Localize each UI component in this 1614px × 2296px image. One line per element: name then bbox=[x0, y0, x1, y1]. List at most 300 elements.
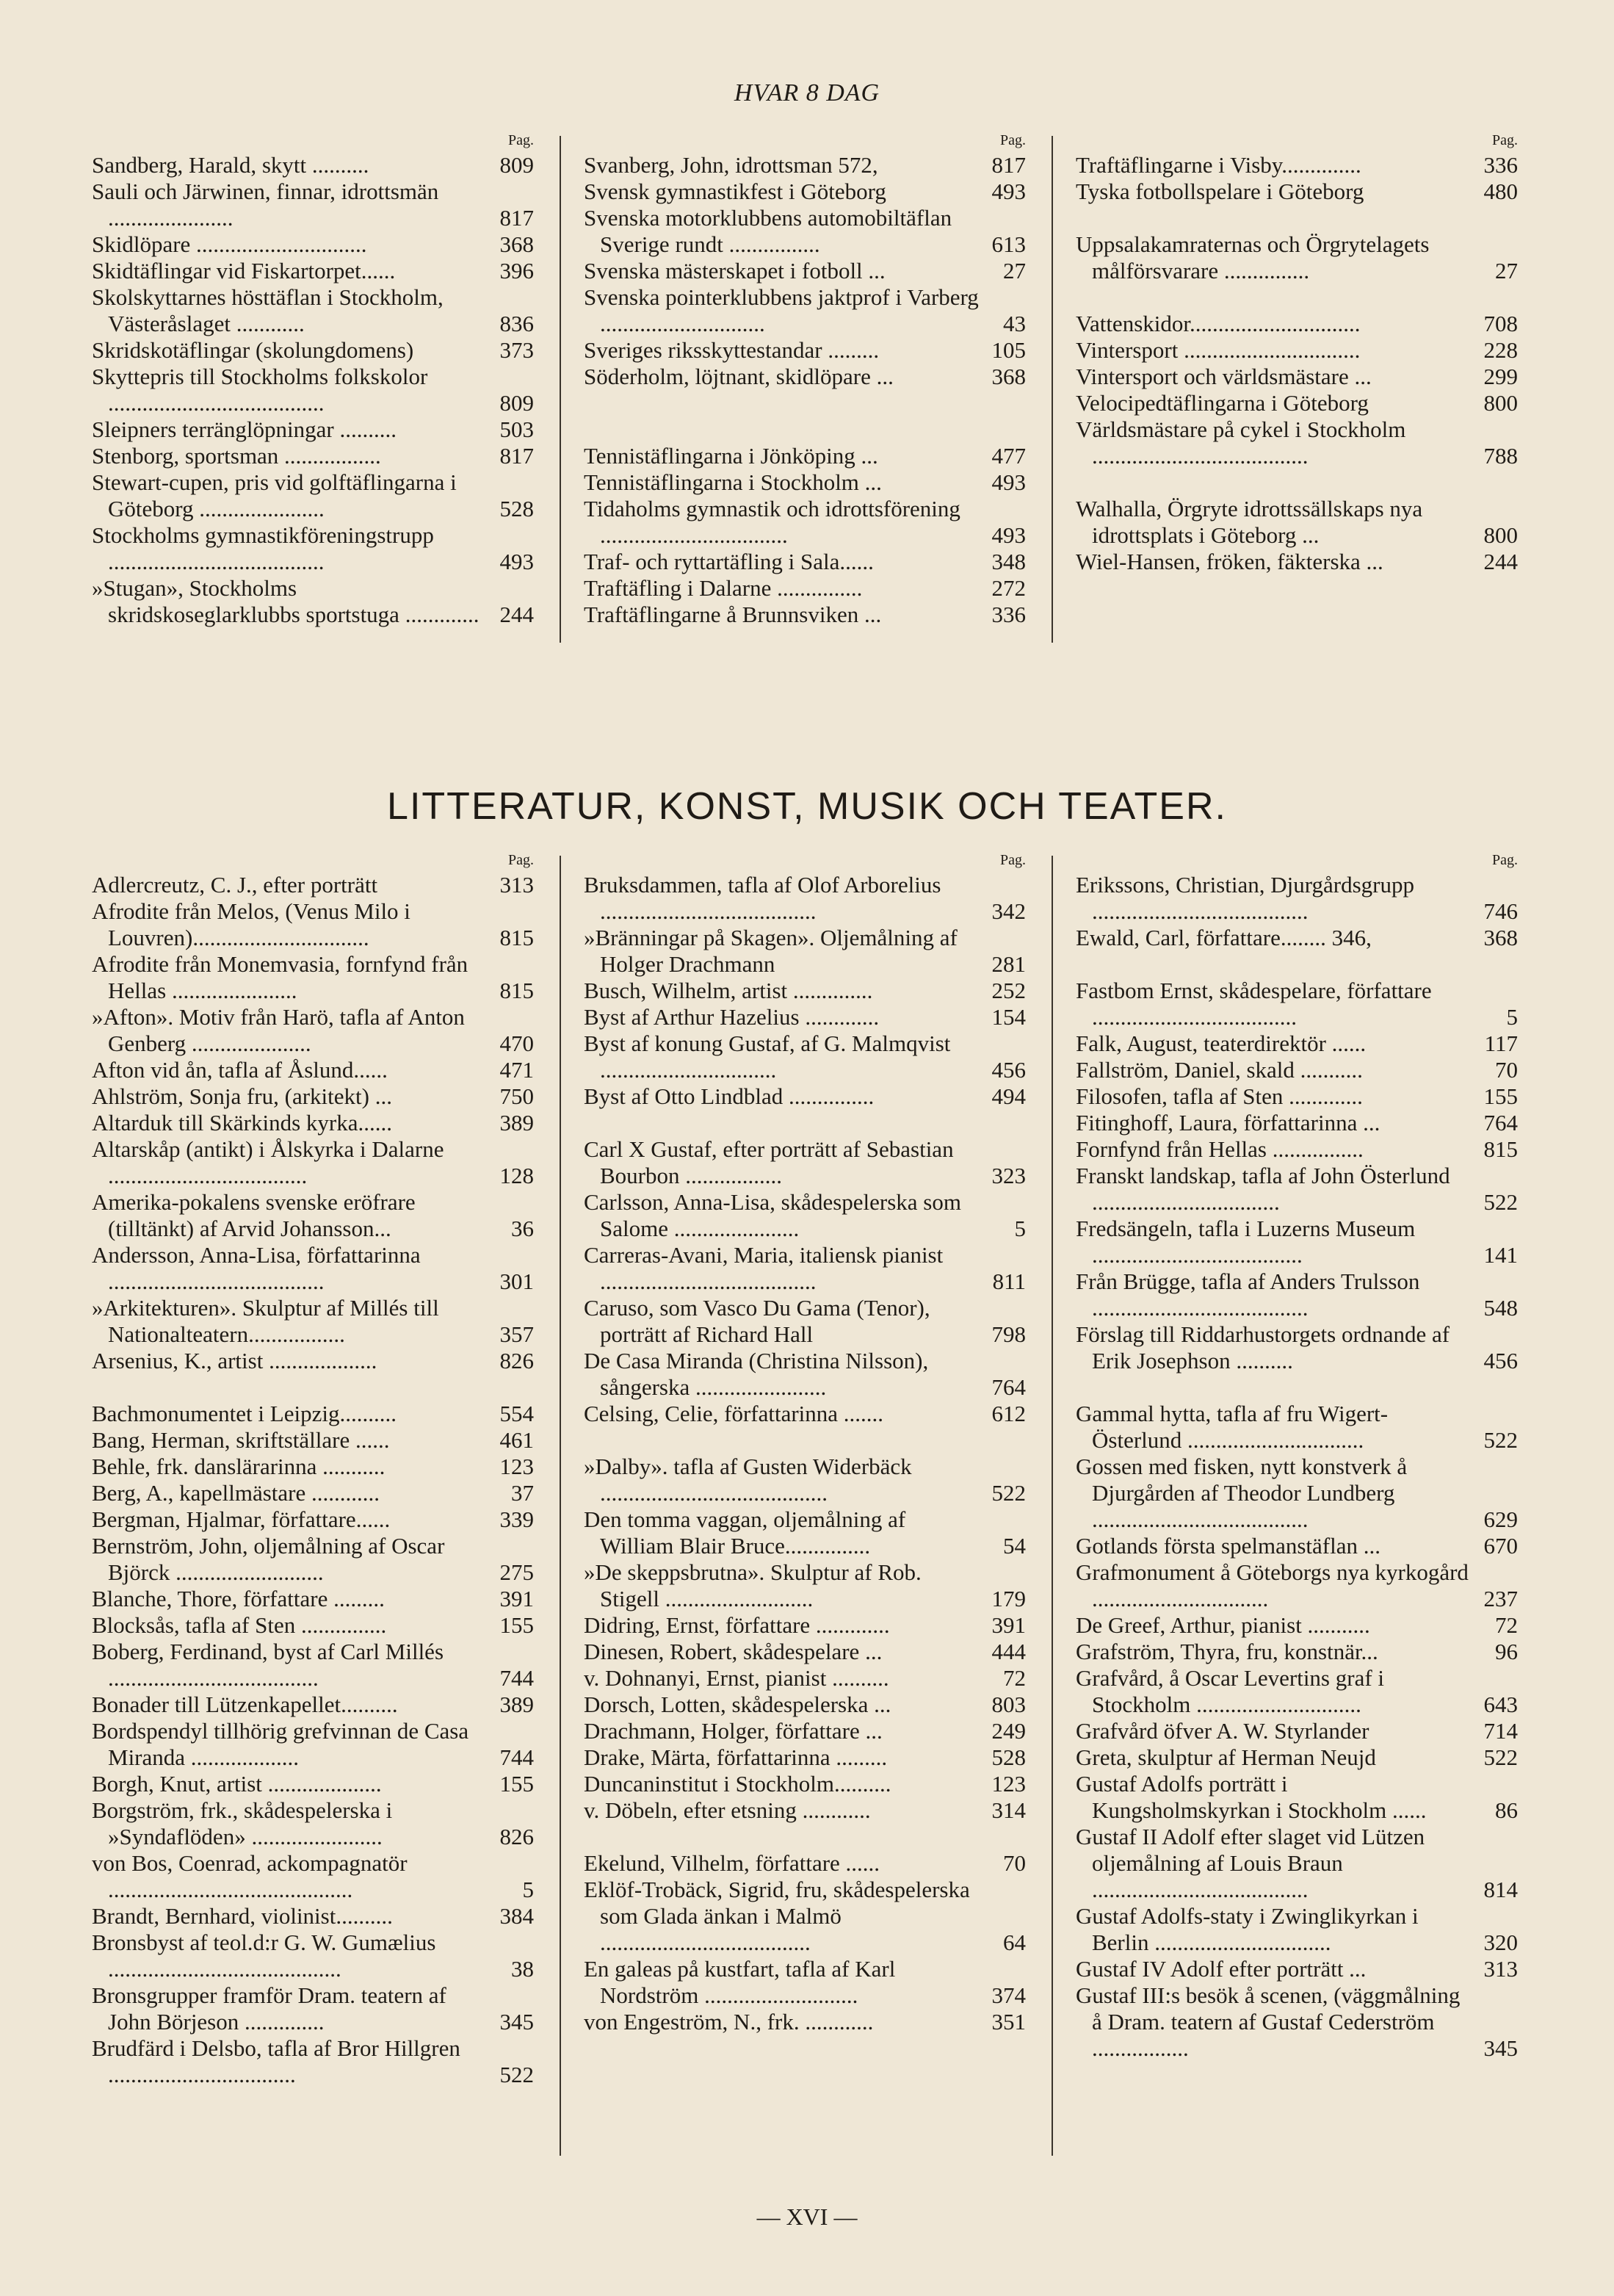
spacer bbox=[1076, 205, 1518, 231]
index-entry bbox=[1076, 1454, 1518, 1533]
entry-text: Svensk gymnastikfest i Göteborg bbox=[584, 178, 886, 204]
entry-page-number: 27 bbox=[1495, 258, 1518, 284]
entry-page-number: 342 bbox=[991, 898, 1026, 924]
entry-text: Traftäfling i Dalarne ............... bbox=[584, 575, 863, 601]
entry-page-number: 809 bbox=[499, 152, 534, 178]
entry-text: Skidlöpare .............................. bbox=[92, 231, 367, 257]
index-entry bbox=[584, 496, 1026, 549]
entry-text: Byst af Arthur Hazelius ............. bbox=[584, 1004, 880, 1030]
entry-text: Uppsalakamraternas och Örgrytelagets målförsvarare ............... bbox=[1076, 231, 1430, 284]
entry-page-number: 96 bbox=[1495, 1639, 1518, 1664]
entry-page-number: 817 bbox=[991, 152, 1026, 178]
index-entry bbox=[1076, 1612, 1518, 1639]
index-entry bbox=[1076, 1718, 1518, 1744]
entry-text: Duncaninstitut i Stockholm.......... bbox=[584, 1771, 891, 1797]
index-entry bbox=[1076, 337, 1518, 364]
entry-page-number: 714 bbox=[1483, 1718, 1518, 1744]
index-entry bbox=[584, 549, 1026, 575]
entry-page-number: 384 bbox=[499, 1903, 534, 1929]
entry-page-number: 471 bbox=[499, 1057, 534, 1083]
index-column bbox=[1076, 848, 1518, 2192]
entry-text: Dinesen, Robert, skådespelare ... bbox=[584, 1639, 883, 1664]
spacer bbox=[584, 1110, 1026, 1136]
entry-text: Sleipners terränglöpningar .......... bbox=[92, 416, 397, 442]
entry-page-number: 391 bbox=[499, 1586, 534, 1611]
index-entry bbox=[92, 1110, 534, 1136]
entry-text: Gustaf Adolfs-staty i Zwinglikyrkan i Berlin ............................... bbox=[1076, 1903, 1419, 1955]
entry-page-number: 37 bbox=[511, 1480, 534, 1506]
entry-page-number: 461 bbox=[499, 1427, 534, 1453]
entry-text: v. Döbeln, efter etsning ............ bbox=[584, 1797, 871, 1823]
index-entry bbox=[92, 416, 534, 443]
index-entry bbox=[92, 364, 534, 416]
index-entry bbox=[584, 1797, 1026, 1824]
entry-page-number: 5 bbox=[522, 1877, 534, 1902]
entry-page-number: 809 bbox=[499, 390, 534, 416]
entry-text: Ewald, Carl, författare........ 346, bbox=[1076, 925, 1372, 950]
entry-page-number: 43 bbox=[1003, 311, 1026, 336]
entry-page-number: 788 bbox=[1483, 443, 1518, 469]
entry-text: Gammal hytta, tafla af fru Wigert-Österlund ............................... bbox=[1076, 1401, 1389, 1453]
entry-text: »Bränningar på Skagen». Oljemålning af Holger Drachmann bbox=[584, 925, 958, 977]
index-entry bbox=[1076, 1401, 1518, 1454]
entry-page-number: 815 bbox=[499, 978, 534, 1003]
entry-text: Bergman, Hjalmar, författare...... bbox=[92, 1506, 391, 1532]
entry-page-number: 494 bbox=[991, 1083, 1026, 1109]
index-entry bbox=[584, 575, 1026, 602]
index-entry bbox=[92, 1982, 534, 2035]
index-entry bbox=[92, 469, 534, 522]
spacer bbox=[584, 390, 1026, 416]
index-entry bbox=[584, 152, 1026, 178]
entry-page-number: 72 bbox=[1003, 1665, 1026, 1691]
index-entry bbox=[584, 1665, 1026, 1692]
entry-page-number: 368 bbox=[1483, 925, 1518, 950]
entry-text: Arsenius, K., artist ................... bbox=[92, 1348, 377, 1373]
column-divider bbox=[560, 856, 561, 2156]
index-entry bbox=[1076, 1136, 1518, 1163]
spacer bbox=[1076, 1374, 1518, 1401]
entry-text: Gustaf IV Adolf efter porträtt ... bbox=[1076, 1956, 1367, 1982]
entry-page-number: 391 bbox=[991, 1612, 1026, 1638]
entry-text: Amerika-pokalens svenske eröfrare (tilltänkt) af Arvid Johansson... bbox=[92, 1189, 416, 1241]
entry-text: Didring, Ernst, författare ............. bbox=[584, 1612, 890, 1638]
sports-index-section bbox=[81, 129, 1542, 643]
entry-page-number: 480 bbox=[1483, 178, 1518, 204]
index-column bbox=[92, 848, 534, 2192]
entry-text: Stewart-cupen, pris vid golftäflingarna i Göteborg ...................... bbox=[92, 469, 457, 521]
index-entry bbox=[1076, 1559, 1518, 1612]
entry-page-number: 155 bbox=[499, 1771, 534, 1797]
entry-page-number: 155 bbox=[499, 1612, 534, 1638]
entry-text: Grafvård, å Oscar Levertins graf i Stockholm ............................. bbox=[1076, 1665, 1385, 1717]
index-entry bbox=[584, 925, 1026, 978]
entry-page-number: 54 bbox=[1003, 1533, 1026, 1559]
entry-text: Sauli och Järwinen, finnar, idrottsmän ...................... bbox=[92, 178, 439, 231]
index-entry bbox=[584, 1136, 1026, 1189]
entry-page-number: 64 bbox=[1003, 1929, 1026, 1955]
entry-page-number: 275 bbox=[499, 1559, 534, 1585]
entry-text: von Bos, Coenrad, ackompagnatör ........................................... bbox=[92, 1850, 408, 1902]
entry-page-number: 817 bbox=[499, 205, 534, 231]
entry-text: Bronsbyst af teol.d:r G. W. Gumælius ......................................... bbox=[92, 1929, 436, 1982]
entry-text: Gotlands första spelmanstäflan ... bbox=[1076, 1533, 1380, 1559]
entry-text: Behle, frk. danslärarinna ........... bbox=[92, 1454, 386, 1479]
entry-page-number: 522 bbox=[1483, 1744, 1518, 1770]
entry-text: Vintersport ............................... bbox=[1076, 337, 1361, 363]
entry-text: Carlsson, Anna-Lisa, skådespelerska som Salome ...................... bbox=[584, 1189, 961, 1241]
entry-page-number: 244 bbox=[1483, 549, 1518, 574]
index-entry bbox=[1076, 1824, 1518, 1903]
entry-text: Sveriges riksskyttestandar ......... bbox=[584, 337, 880, 363]
entry-text: Världsmästare på cykel i Stockholm ...................................... bbox=[1076, 416, 1406, 469]
entry-text: Gustaf Adolfs porträtt i Kungsholmskyrkan i Stockholm ...... bbox=[1076, 1771, 1427, 1823]
index-entry bbox=[584, 1956, 1026, 2009]
entry-page-number: 323 bbox=[991, 1163, 1026, 1188]
index-entry bbox=[92, 337, 534, 364]
entry-page-number: 815 bbox=[1483, 1136, 1518, 1162]
entry-page-number: 123 bbox=[499, 1454, 534, 1479]
entry-text: Celsing, Celie, författarinna ....... bbox=[584, 1401, 884, 1426]
entry-text: Tennistäflingarna i Stockholm ... bbox=[584, 469, 882, 495]
index-column bbox=[584, 129, 1026, 643]
index-entry bbox=[584, 1877, 1026, 1956]
entry-text: v. Dohnanyi, Ernst, pianist .......... bbox=[584, 1665, 889, 1691]
entry-page-number: 237 bbox=[1483, 1586, 1518, 1611]
entry-text: »Arkitekturen». Skulptur af Millés till Nationalteatern................. bbox=[92, 1295, 439, 1347]
entry-text: Gossen med fisken, nytt konstverk å Djurgården af Theodor Lundberg ...................................... bbox=[1076, 1454, 1408, 1532]
pag-label: Pag. bbox=[1000, 852, 1026, 868]
entry-page-number: 493 bbox=[991, 469, 1026, 495]
index-entry bbox=[1076, 1665, 1518, 1718]
entry-page-number: 708 bbox=[1483, 311, 1518, 336]
index-entry bbox=[92, 1903, 534, 1929]
entry-text: Andersson, Anna-Lisa, författarinna ...................................... bbox=[92, 1242, 421, 1294]
entry-page-number: 5 bbox=[1014, 1216, 1026, 1241]
entry-text: Söderholm, löjtnant, skidlöpare ... bbox=[584, 364, 894, 389]
entry-page-number: 643 bbox=[1483, 1692, 1518, 1717]
index-entry bbox=[1076, 1903, 1518, 1956]
entry-text: Grafström, Thyra, fru, konstnär... bbox=[1076, 1639, 1378, 1664]
entry-page-number: 493 bbox=[991, 522, 1026, 548]
entry-text: Erikssons, Christian, Djurgårdsgrupp ...................................... bbox=[1076, 872, 1414, 924]
entry-page-number: 179 bbox=[991, 1586, 1026, 1611]
entry-page-number: 522 bbox=[1483, 1189, 1518, 1215]
index-entry bbox=[92, 1242, 534, 1295]
entry-text: Busch, Wilhelm, artist .............. bbox=[584, 978, 873, 1003]
entry-text: Ahlström, Sonja fru, (arkitekt) ... bbox=[92, 1083, 392, 1109]
index-entry bbox=[584, 443, 1026, 469]
entry-text: Borgström, frk., skådespelerska i »Syndaflöden» ....................... bbox=[92, 1797, 393, 1849]
entry-page-number: 320 bbox=[1483, 1929, 1518, 1955]
index-entry bbox=[584, 1559, 1026, 1612]
page-number: — XVI — bbox=[756, 2203, 858, 2230]
entry-page-number: 70 bbox=[1003, 1850, 1026, 1876]
entry-text: Fallström, Daniel, skald ........... bbox=[1076, 1057, 1363, 1083]
index-entry bbox=[584, 364, 1026, 390]
index-entry bbox=[584, 1242, 1026, 1295]
entry-page-number: 836 bbox=[499, 311, 534, 336]
spacer bbox=[584, 1427, 1026, 1454]
index-entry bbox=[92, 1771, 534, 1797]
index-entry bbox=[1076, 549, 1518, 575]
entry-page-number: 396 bbox=[499, 258, 534, 284]
index-entry bbox=[92, 1295, 534, 1348]
entry-text: Från Brügge, tafla af Anders Trulsson ...................................... bbox=[1076, 1268, 1420, 1321]
entry-text: Afrodite från Monemvasia, fornfynd från Hellas ...................... bbox=[92, 951, 468, 1003]
entry-page-number: 612 bbox=[991, 1401, 1026, 1426]
index-entry bbox=[1076, 496, 1518, 549]
entry-page-number: 826 bbox=[499, 1348, 534, 1373]
entry-page-number: 123 bbox=[991, 1771, 1026, 1797]
entry-page-number: 548 bbox=[1483, 1295, 1518, 1321]
entry-text: Boberg, Ferdinand, byst af Carl Millés ..................................... bbox=[92, 1639, 444, 1691]
index-entry bbox=[92, 522, 534, 575]
index-entry bbox=[1076, 1956, 1518, 1982]
entry-page-number: 503 bbox=[499, 416, 534, 442]
entry-text: Gustaf II Adolf efter slaget vid Lützen oljemålning af Louis Braun ...................................... bbox=[1076, 1824, 1425, 1902]
spacer bbox=[1076, 284, 1518, 311]
pag-label: Pag. bbox=[1492, 852, 1518, 868]
entry-text: De Greef, Arthur, pianist ........... bbox=[1076, 1612, 1370, 1638]
entry-text: Berg, A., kapellmästare ............ bbox=[92, 1480, 380, 1506]
index-entry bbox=[92, 258, 534, 284]
entry-text: Dorsch, Lotten, skådespelerska ... bbox=[584, 1692, 891, 1717]
index-entry bbox=[584, 872, 1026, 925]
index-entry bbox=[1076, 364, 1518, 390]
index-entry bbox=[584, 1771, 1026, 1797]
index-entry bbox=[92, 1348, 534, 1374]
index-entry bbox=[92, 1506, 534, 1533]
index-entry bbox=[92, 1586, 534, 1612]
index-entry bbox=[92, 2035, 534, 2088]
spacer bbox=[1076, 469, 1518, 496]
entry-text: De Casa Miranda (Christina Nilsson), sångerska ....................... bbox=[584, 1348, 929, 1400]
entry-page-number: 313 bbox=[1483, 1956, 1518, 1982]
section-title: LITTERATUR, KONST, MUSIK OCH TEATER. bbox=[387, 785, 1227, 828]
pag-label: Pag. bbox=[508, 132, 534, 148]
index-entry bbox=[584, 1612, 1026, 1639]
index-entry bbox=[92, 178, 534, 231]
entry-text: Grafmonument å Göteborgs nya kyrkogård ............................... bbox=[1076, 1559, 1469, 1611]
entry-text: Afrodite från Melos, (Venus Milo i Louvren)............................... bbox=[92, 898, 410, 950]
index-entry bbox=[1076, 231, 1518, 284]
entry-page-number: 368 bbox=[991, 364, 1026, 389]
index-entry bbox=[92, 1929, 534, 1982]
index-entry bbox=[1076, 311, 1518, 337]
spacer bbox=[92, 1374, 534, 1401]
entry-page-number: 522 bbox=[1483, 1427, 1518, 1453]
index-column bbox=[1076, 129, 1518, 643]
entry-page-number: 528 bbox=[991, 1744, 1026, 1770]
entry-page-number: 301 bbox=[499, 1268, 534, 1294]
entry-text: Bernström, John, oljemålning af Oscar Björck .......................... bbox=[92, 1533, 445, 1585]
entry-text: Brudfärd i Delsbo, tafla af Bror Hillgren ................................. bbox=[92, 2035, 460, 2087]
index-entry bbox=[1076, 1639, 1518, 1665]
index-entry bbox=[584, 205, 1026, 258]
entry-page-number: 764 bbox=[1483, 1110, 1518, 1136]
index-entry bbox=[92, 1427, 534, 1454]
index-entry bbox=[92, 1401, 534, 1427]
entry-text: Traftäflingarne å Brunnsviken ... bbox=[584, 602, 882, 627]
entry-text: Svenska pointerklubbens jaktprof i Varberg ............................. bbox=[584, 284, 979, 336]
entry-page-number: 336 bbox=[1483, 152, 1518, 178]
entry-text: Filosofen, tafla af Sten ............. bbox=[1076, 1083, 1363, 1109]
index-entry bbox=[584, 469, 1026, 496]
entry-text: Byst af Otto Lindblad ............... bbox=[584, 1083, 875, 1109]
index-entry bbox=[584, 1004, 1026, 1030]
entry-text: Falk, August, teaterdirektör ...... bbox=[1076, 1030, 1367, 1056]
index-entry bbox=[584, 1506, 1026, 1559]
index-entry bbox=[584, 602, 1026, 628]
index-entry bbox=[1076, 1268, 1518, 1321]
index-entry bbox=[584, 978, 1026, 1004]
entry-page-number: 826 bbox=[499, 1824, 534, 1849]
entry-page-number: 299 bbox=[1483, 364, 1518, 389]
index-entry bbox=[92, 575, 534, 628]
entry-text: Fitinghoff, Laura, författarinna ... bbox=[1076, 1110, 1380, 1136]
entry-text: Grafvård öfver A. W. Styrlander bbox=[1076, 1718, 1369, 1744]
entry-page-number: 798 bbox=[991, 1321, 1026, 1347]
index-entry bbox=[1076, 1083, 1518, 1110]
entry-page-number: 814 bbox=[1483, 1877, 1518, 1902]
index-entry bbox=[1076, 1982, 1518, 2062]
entry-text: Bronsgrupper framför Dram. teatern af John Börjeson .............. bbox=[92, 1982, 446, 2035]
entry-text: Traf- och ryttartäfling i Sala...... bbox=[584, 549, 874, 574]
entry-text: Fastbom Ernst, skådespelare, författare .................................... bbox=[1076, 978, 1432, 1030]
index-entry bbox=[92, 1639, 534, 1692]
entry-page-number: 228 bbox=[1483, 337, 1518, 363]
entry-text: En galeas på kustfart, tafla af Karl Nordström ........................... bbox=[584, 1956, 896, 2008]
index-entry bbox=[92, 1136, 534, 1189]
spacer bbox=[584, 416, 1026, 443]
index-entry bbox=[1076, 1163, 1518, 1216]
pag-label: Pag. bbox=[1492, 132, 1518, 148]
index-entry bbox=[92, 1057, 534, 1083]
entry-page-number: 72 bbox=[1495, 1612, 1518, 1638]
entry-page-number: 800 bbox=[1483, 390, 1518, 416]
index-entry bbox=[1076, 1321, 1518, 1374]
entry-text: Bonader till Lützenkapellet.......... bbox=[92, 1692, 398, 1717]
entry-page-number: 764 bbox=[991, 1374, 1026, 1400]
index-entry bbox=[584, 1454, 1026, 1506]
entry-text: Vattenskidor.............................. bbox=[1076, 311, 1361, 336]
entry-page-number: 522 bbox=[991, 1480, 1026, 1506]
index-entry bbox=[584, 1083, 1026, 1110]
entry-page-number: 252 bbox=[991, 978, 1026, 1003]
index-entry bbox=[92, 1454, 534, 1480]
index-entry bbox=[1076, 1216, 1518, 1268]
index-entry bbox=[92, 1692, 534, 1718]
entry-text: Tyska fotbollspelare i Göteborg bbox=[1076, 178, 1364, 204]
entry-page-number: 389 bbox=[499, 1692, 534, 1717]
index-entry bbox=[584, 1692, 1026, 1718]
index-entry bbox=[1076, 872, 1518, 925]
index-entry bbox=[92, 898, 534, 951]
entry-text: Svenska mästerskapet i fotboll ... bbox=[584, 258, 886, 284]
entry-page-number: 456 bbox=[1483, 1348, 1518, 1373]
entry-text: Vintersport och världsmästare ... bbox=[1076, 364, 1372, 389]
index-entry bbox=[92, 1612, 534, 1639]
entry-page-number: 444 bbox=[991, 1639, 1026, 1664]
entry-text: Bordspendyl tillhörig grefvinnan de Casa Miranda ................... bbox=[92, 1718, 469, 1770]
entry-page-number: 750 bbox=[499, 1083, 534, 1109]
entry-text: Carl X Gustaf, efter porträtt af Sebastian Bourbon ................. bbox=[584, 1136, 954, 1188]
entry-page-number: 670 bbox=[1483, 1533, 1518, 1559]
entry-text: Tidaholms gymnastik och idrottsförening ................................. bbox=[584, 496, 960, 548]
entry-text: Borgh, Knut, artist .................... bbox=[92, 1771, 382, 1797]
column-divider bbox=[560, 136, 561, 643]
index-entry bbox=[92, 951, 534, 1004]
index-entry bbox=[92, 231, 534, 258]
index-entry bbox=[92, 1480, 534, 1506]
index-entry bbox=[584, 337, 1026, 364]
index-entry bbox=[584, 258, 1026, 284]
entry-page-number: 746 bbox=[1483, 898, 1518, 924]
entry-text: Fredsängeln, tafla i Luzerns Museum ..................................... bbox=[1076, 1216, 1416, 1268]
entry-text: »Afton». Motiv från Harö, tafla af Anton Genberg ..................... bbox=[92, 1004, 465, 1056]
index-entry bbox=[1076, 1030, 1518, 1057]
entry-text: Stockholms gymnastikföreningstrupp ...................................... bbox=[92, 522, 434, 574]
entry-page-number: 374 bbox=[991, 1982, 1026, 2008]
entry-page-number: 528 bbox=[499, 496, 534, 521]
entry-page-number: 744 bbox=[499, 1665, 534, 1691]
index-entry bbox=[584, 284, 1026, 337]
index-entry bbox=[1076, 925, 1518, 951]
index-entry bbox=[1076, 178, 1518, 205]
entry-page-number: 313 bbox=[499, 872, 534, 898]
entry-text: Wiel-Hansen, fröken, fäkterska ... bbox=[1076, 549, 1383, 574]
index-entry bbox=[1076, 1110, 1518, 1136]
entry-page-number: 38 bbox=[511, 1956, 534, 1982]
entry-text: Eklöf-Trobäck, Sigrid, fru, skådespelerska som Glada änkan i Malmö ..................................... bbox=[584, 1877, 970, 1955]
entry-page-number: 629 bbox=[1483, 1506, 1518, 1532]
entry-page-number: 128 bbox=[499, 1163, 534, 1188]
entry-page-number: 105 bbox=[991, 337, 1026, 363]
entry-page-number: 249 bbox=[991, 1718, 1026, 1744]
column-divider bbox=[1052, 136, 1053, 643]
index-entry bbox=[1076, 1744, 1518, 1771]
entry-text: Skyttepris till Stockholms folkskolor ...................................... bbox=[92, 364, 428, 416]
entry-text: Skridskotäflingar (skolungdomens) bbox=[92, 337, 414, 363]
entry-text: Bachmonumentet i Leipzig.......... bbox=[92, 1401, 397, 1426]
index-entry bbox=[584, 1348, 1026, 1401]
index-entry bbox=[584, 1744, 1026, 1771]
entry-page-number: 244 bbox=[499, 602, 534, 627]
index-entry bbox=[92, 152, 534, 178]
index-entry bbox=[584, 1718, 1026, 1744]
entry-text: Caruso, som Vasco Du Gama (Tenor), porträtt af Richard Hall bbox=[584, 1295, 930, 1347]
entry-text: Tennistäflingarna i Jönköping ... bbox=[584, 443, 878, 469]
entry-text: Walhalla, Örgryte idrottssällskaps nya idrottsplats i Göteborg ... bbox=[1076, 496, 1423, 548]
entry-page-number: 811 bbox=[992, 1268, 1026, 1294]
entry-page-number: 744 bbox=[499, 1744, 534, 1770]
entry-page-number: 456 bbox=[991, 1057, 1026, 1083]
entry-text: Ekelund, Vilhelm, författare ...... bbox=[584, 1850, 880, 1876]
entry-page-number: 351 bbox=[991, 2009, 1026, 2035]
entry-page-number: 493 bbox=[499, 549, 534, 574]
index-column bbox=[584, 848, 1026, 2192]
entry-text: Greta, skulptur af Herman Neujd bbox=[1076, 1744, 1376, 1770]
entry-page-number: 345 bbox=[499, 2009, 534, 2035]
entry-text: »De skeppsbrutna». Skulptur af Rob. Stigell .......................... bbox=[584, 1559, 922, 1611]
index-entry bbox=[92, 1083, 534, 1110]
index-entry bbox=[92, 1533, 534, 1586]
index-entry bbox=[92, 1004, 534, 1057]
index-entry bbox=[92, 1850, 534, 1903]
entry-text: Afton vid ån, tafla af Åslund...... bbox=[92, 1057, 388, 1083]
index-entry bbox=[92, 872, 534, 898]
